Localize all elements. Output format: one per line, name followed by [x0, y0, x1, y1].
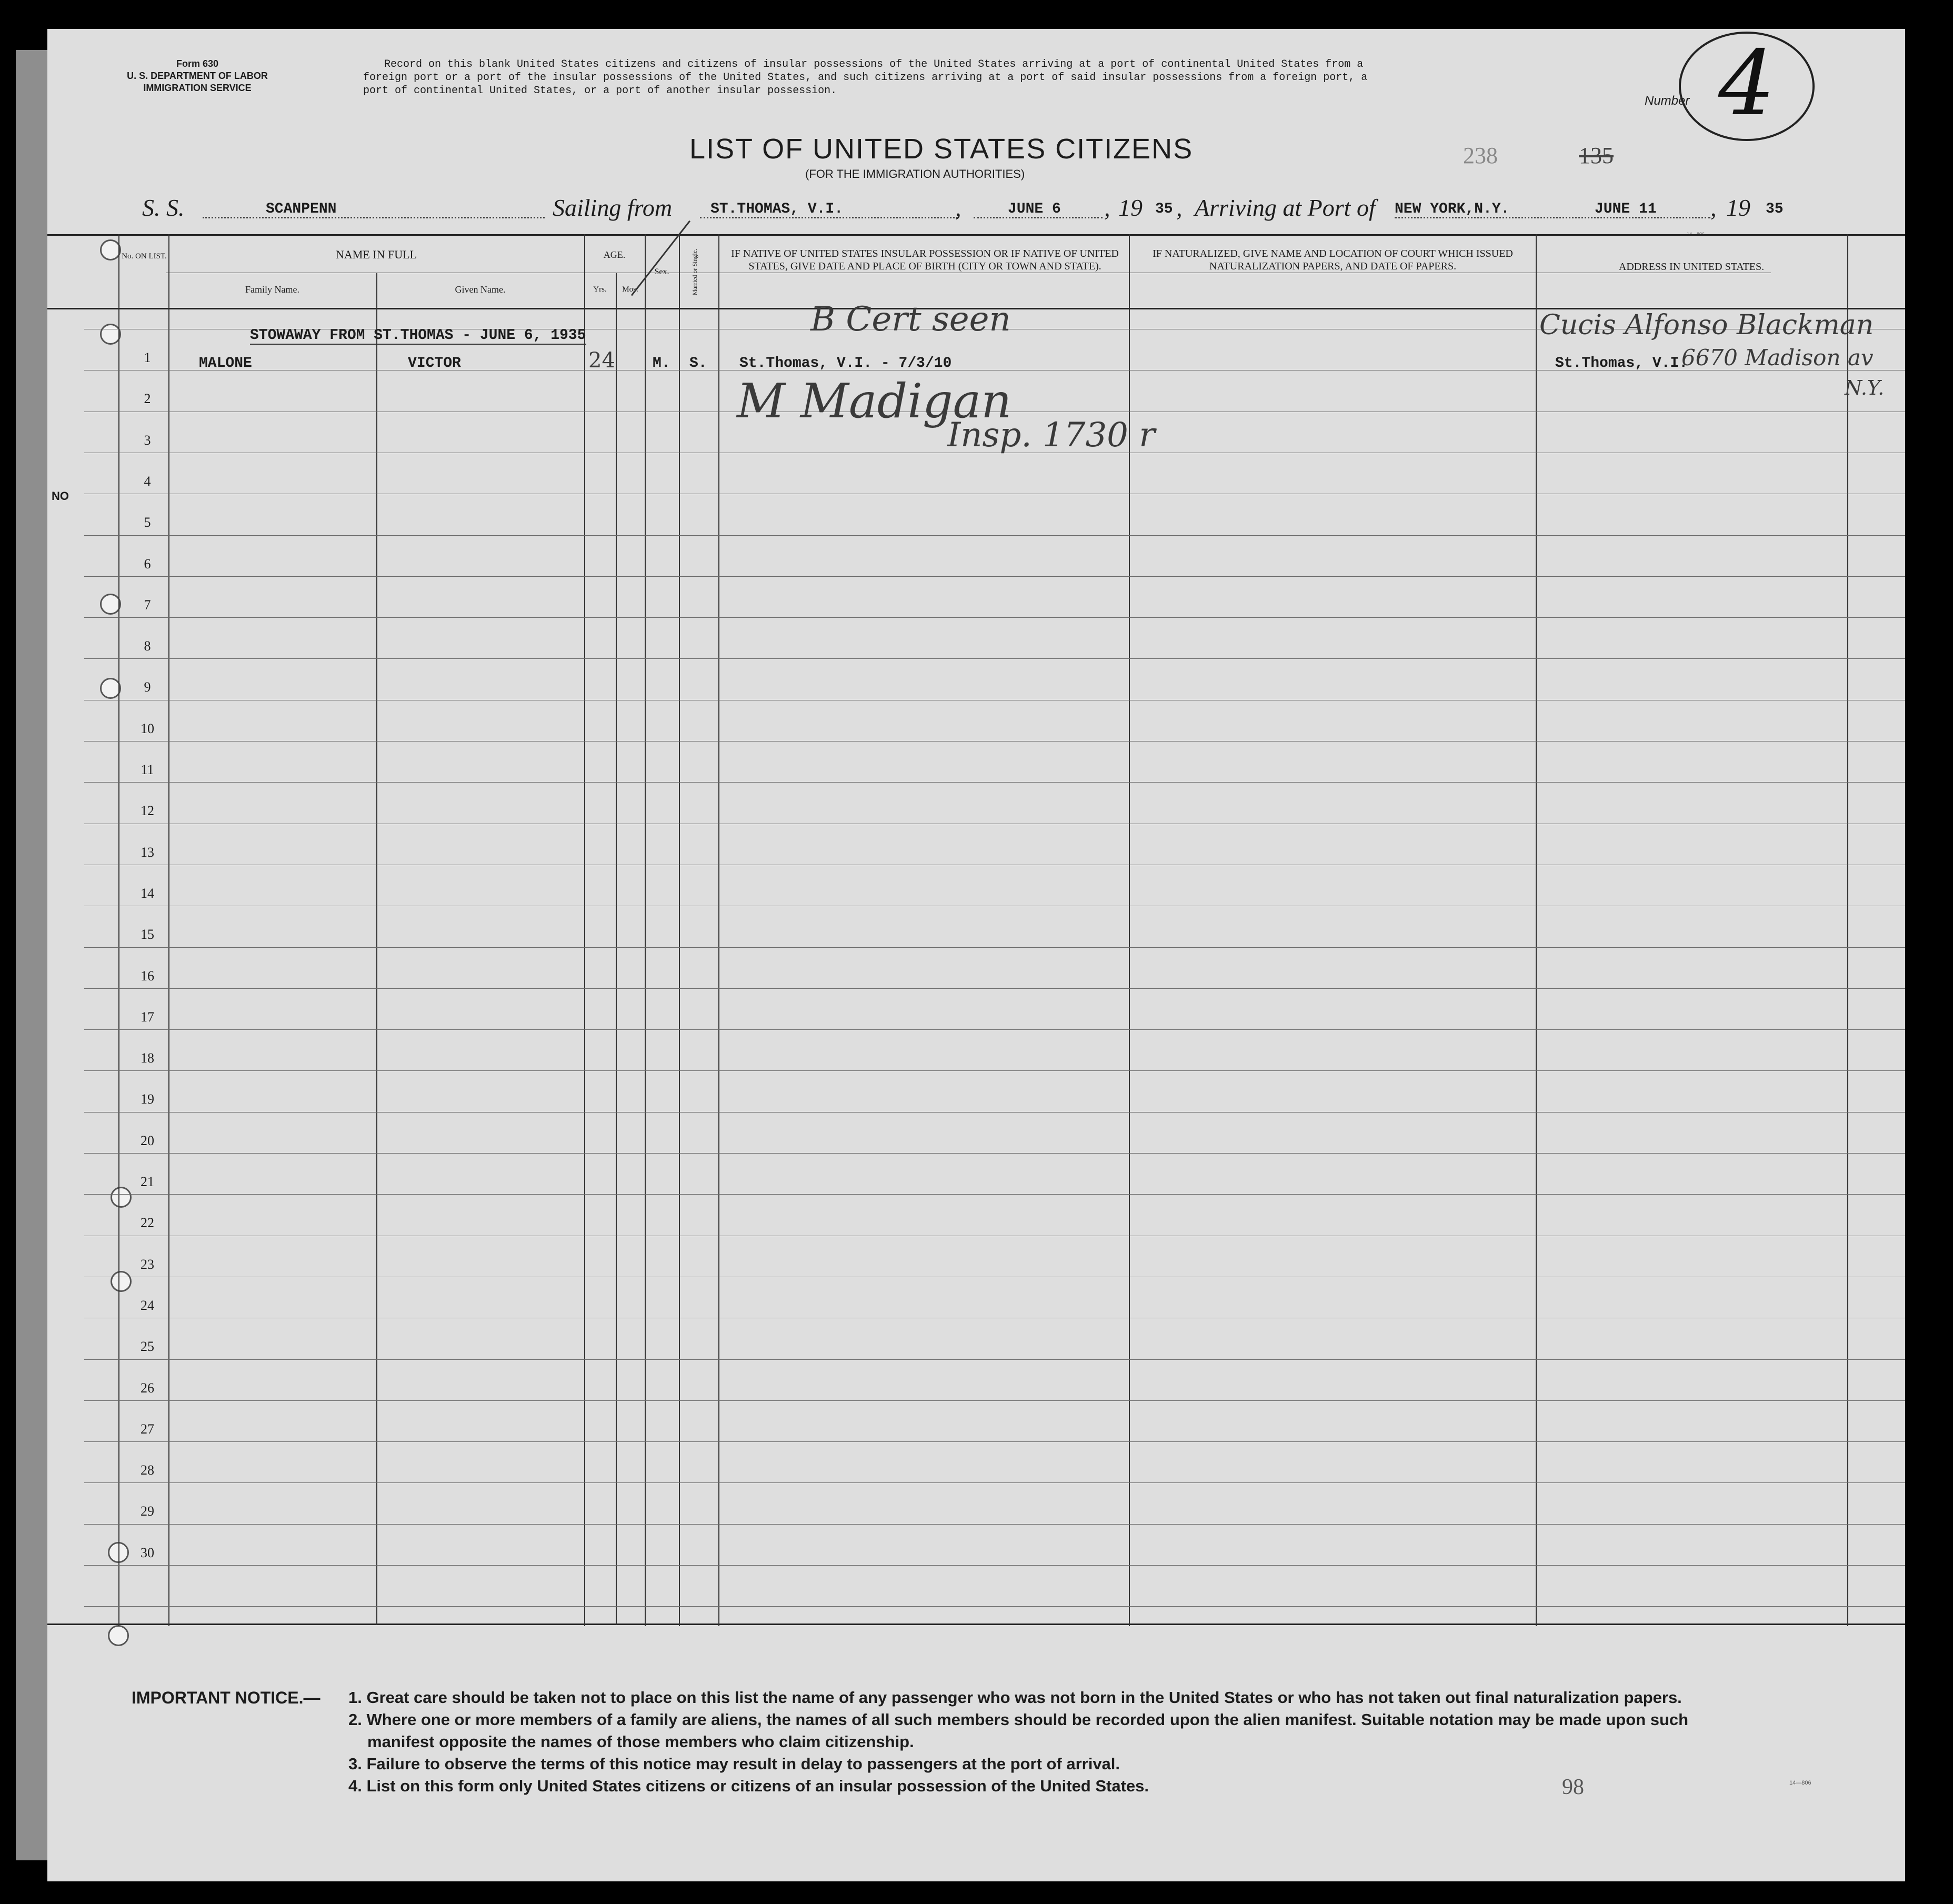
- sailing-year: 35: [1155, 201, 1173, 217]
- row-number: 29: [141, 1504, 154, 1519]
- row-number: 30: [141, 1545, 154, 1560]
- ss-label: S. S.: [142, 194, 185, 221]
- row-rule: [84, 1029, 1905, 1030]
- inspector-number: Insp. 1730 r: [947, 416, 1155, 455]
- sailing-date: JUNE 6: [1008, 201, 1061, 217]
- header-native: IF NATIVE OF UNITED STATES INSULAR POSSESSION OR IF NATIVE OF UNITED STATES, GIVE DATE AND PLACE OF BIRTH (CITY OR TOWN AND STATE).: [731, 248, 1119, 272]
- row-rule: [84, 1441, 1905, 1442]
- header-given-name: Given Name.: [455, 284, 506, 295]
- punch-hole: [108, 1625, 129, 1646]
- sailing-year-prefix: 19: [1118, 194, 1143, 221]
- row-number: 6: [144, 556, 151, 572]
- form-agency-block: [111, 58, 284, 94]
- row-number: 18: [141, 1050, 154, 1066]
- row-number: 28: [141, 1462, 154, 1478]
- column-divider: [645, 234, 646, 1626]
- row-rule: [84, 1606, 1905, 1607]
- address-handwritten-name: Cucis Alfonso Blackman: [1539, 309, 1874, 341]
- row-number: 24: [141, 1298, 154, 1313]
- row-number: 13: [141, 845, 154, 860]
- row-rule: [84, 535, 1905, 536]
- row-number: 27: [141, 1421, 154, 1437]
- punch-hole: [100, 239, 121, 260]
- arrival-year: 35: [1766, 201, 1784, 217]
- row-number: 7: [144, 597, 151, 613]
- punch-hole: [111, 1187, 132, 1208]
- row-number: 10: [141, 721, 154, 736]
- marital-status-cell: S.: [689, 355, 707, 372]
- row-rule: [84, 1565, 1905, 1566]
- header-married-single: Married or Single.: [691, 248, 698, 296]
- notice-item-3: 3. Failure to observe the terms of this notice may result in delay to passengers at the port of arrival.: [348, 1755, 1120, 1773]
- header-name-in-full: NAME IN FULL: [336, 248, 417, 261]
- given-name-cell: VICTOR: [408, 355, 461, 372]
- address-cell: St.Thomas, V.I.: [1555, 355, 1688, 372]
- margin-mark: NO: [52, 489, 69, 503]
- notice-heading: IMPORTANT NOTICE.—: [132, 1688, 321, 1707]
- column-divider: [1536, 234, 1537, 1626]
- row-rule: [84, 947, 1905, 948]
- column-divider: [584, 234, 585, 1626]
- row-number: 25: [141, 1339, 154, 1354]
- row-rule: [84, 1400, 1905, 1401]
- column-divider: [1847, 234, 1848, 1626]
- row-rule: [84, 658, 1905, 659]
- punch-hole: [100, 594, 121, 615]
- page-number: 98: [1562, 1775, 1584, 1799]
- row-number: 4: [144, 474, 151, 489]
- column-divider: [616, 273, 617, 1625]
- birth-place-cell: St.Thomas, V.I. - 7/3/10: [739, 355, 952, 372]
- row-number: 26: [141, 1380, 154, 1396]
- top-print-code: 14—806: [1687, 232, 1705, 237]
- arrival-date: JUNE 11: [1595, 201, 1657, 217]
- record-instructions: [363, 58, 1574, 97]
- ship-field-line: [203, 217, 545, 218]
- row-number: 22: [141, 1215, 154, 1230]
- row-rule: [84, 1524, 1905, 1525]
- row-number: 2: [144, 391, 151, 406]
- header-naturalized: IF NATURALIZED, GIVE NAME AND LOCATION OF COURT WHICH ISSUED NATURALIZATION PAPERS, AND DATE OF PAPERS.: [1153, 248, 1513, 272]
- row-rule: [84, 988, 1905, 989]
- arriving-label: Arriving at Port of: [1195, 194, 1376, 221]
- row-number: 3: [144, 433, 151, 448]
- row-rule: [84, 1070, 1905, 1071]
- voyage-line: S. S. SCANPENN Sailing from ST.THOMAS, V.I. , JUNE 6 , 19 35 , Arriving at Port of NEW YORK,N.Y. JUNE 11 , 19 35: [142, 194, 1784, 221]
- notice-item-2-continued: manifest opposite the names of those members who claim citizenship.: [367, 1732, 914, 1751]
- row-rule: [84, 576, 1905, 577]
- number-label: Number: [1645, 94, 1690, 108]
- header-age: AGE.: [603, 249, 626, 260]
- punch-hole: [111, 1271, 132, 1292]
- row-number: 17: [141, 1009, 154, 1025]
- row-number: 16: [141, 968, 154, 984]
- row-rule: [84, 617, 1905, 618]
- row-number: 11: [141, 762, 154, 777]
- column-divider: [679, 234, 680, 1626]
- instruction-line: Record on this blank United States citizens and citizens of insular possessions of the United States arriving at a port of continental United States from a: [384, 58, 1364, 71]
- instruction-line: port of continental United States, or a port of another insular possession.: [363, 85, 837, 97]
- page-subtitle: (FOR THE IMMIGRATION AUTHORITIES): [805, 167, 1025, 181]
- stamp-number: 238: [1463, 143, 1498, 168]
- notice-item-2: 2. Where one or more members of a family are aliens, the names of all such members should be recorded upon the alien manifest. Suitable notation may be made upon such: [348, 1710, 1689, 1729]
- stowaway-note: STOWAWAY FROM ST.THOMAS - JUNE 6, 1935: [250, 327, 586, 344]
- row-number: 19: [141, 1091, 154, 1107]
- row-rule: [84, 1153, 1905, 1154]
- inspector-signature: M Madigan: [737, 374, 1012, 429]
- column-divider: [376, 273, 377, 1625]
- stamp-struck: 135: [1579, 143, 1614, 168]
- print-code: 14—806: [1789, 1780, 1811, 1786]
- row-number: 5: [144, 515, 151, 530]
- address-handwritten-city: N.Y.: [1845, 376, 1885, 399]
- column-divider: [718, 234, 719, 1626]
- row-number: 20: [141, 1133, 154, 1148]
- sex-cell: M.: [653, 355, 670, 372]
- row-rule: [84, 782, 1905, 783]
- ship-name: SCANPENN: [266, 201, 337, 217]
- arrival-port: NEW YORK,N.Y.: [1395, 201, 1510, 217]
- row-rule: [84, 1482, 1905, 1483]
- row-number: 1: [144, 350, 151, 365]
- arrival-year-prefix: 19: [1726, 194, 1750, 221]
- header-mos: Mos.: [622, 285, 638, 294]
- row-rule: [84, 1112, 1905, 1113]
- service-name: IMMIGRATION SERVICE: [143, 83, 252, 93]
- header-family-name: Family Name.: [245, 284, 299, 295]
- form-number: Form 630: [176, 58, 219, 69]
- notice-item-1: 1. Great care should be taken not to place on this list the name of any passenger who was not born in the United States or who has not taken out final naturalization papers.: [348, 1688, 1682, 1707]
- sailing-label: Sailing from: [553, 194, 673, 221]
- row-number: 8: [144, 638, 151, 654]
- row-rule: [84, 1359, 1905, 1360]
- row-number: 14: [141, 886, 154, 901]
- table-top-border: [47, 234, 1905, 236]
- birth-cert-note: B Cert seen: [810, 300, 1011, 339]
- table-bottom-border: [47, 1624, 1905, 1625]
- row-rule: [84, 1194, 1905, 1195]
- age-years-cell: 24: [588, 348, 615, 373]
- page-title: LIST OF UNITED STATES CITIZENS: [689, 133, 1194, 165]
- row-number: 23: [141, 1257, 154, 1272]
- row-number: 15: [141, 927, 154, 942]
- header-no-on-list: No. ON LIST.: [122, 252, 167, 260]
- row-number: 21: [141, 1174, 154, 1189]
- header-yrs: Yrs.: [593, 285, 607, 294]
- sailing-port: ST.THOMAS, V.I.: [710, 201, 844, 217]
- row-number: 12: [141, 803, 154, 818]
- header-sex: Sex.: [654, 267, 669, 276]
- row-number: 9: [144, 679, 151, 695]
- department-name: U. S. DEPARTMENT OF LABOR: [127, 71, 268, 81]
- address-handwritten-street: 6670 Madison av: [1681, 345, 1874, 370]
- header-address: ADDRESS IN UNITED STATES.: [1618, 261, 1765, 273]
- punch-hole: [100, 678, 121, 699]
- punch-hole: [100, 324, 121, 345]
- list-number: 4: [1718, 32, 1776, 136]
- family-name-cell: MALONE: [199, 355, 252, 372]
- instruction-line: foreign port or a port of the insular possessions of the United States, and such citizens arriving at a port of said insular possessions from a foreign port, a: [363, 72, 1368, 84]
- notice-item-4: 4. List on this form only United States citizens or citizens of an insular possession of the United States.: [348, 1777, 1149, 1795]
